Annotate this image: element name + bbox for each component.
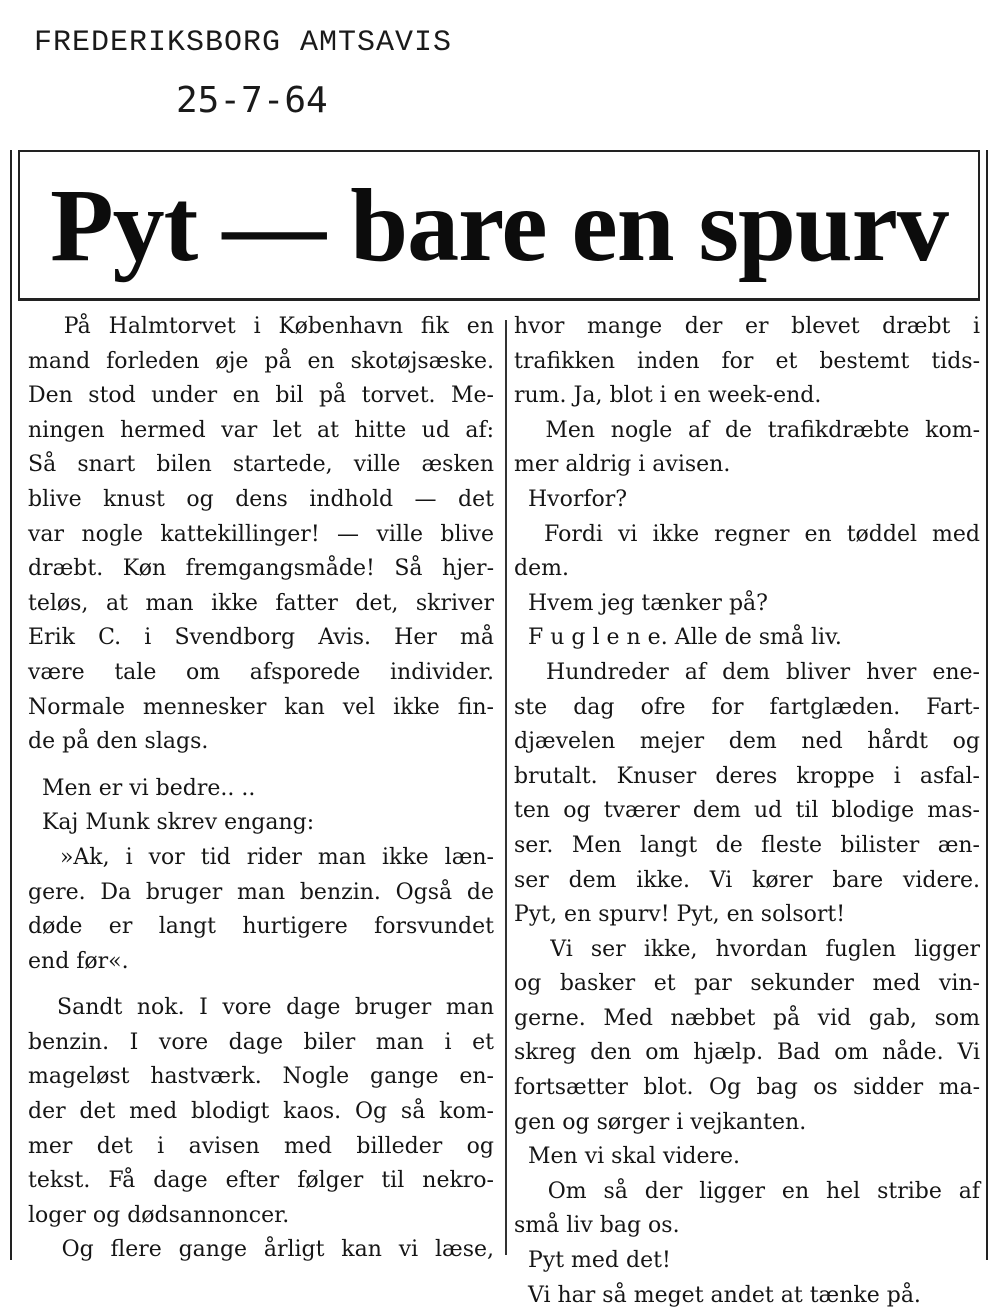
paragraph-gap (28, 760, 494, 772)
article-text-line: benzin. I vore dage biler man i et (28, 1029, 494, 1055)
article-text-line: loger og dødsannoncer. (28, 1202, 290, 1228)
article-column-right (514, 310, 980, 1313)
article-text-line: ningen hermed var let at hitte ud af: (28, 417, 494, 443)
article-text-line: ser. Men langt de fleste bilister æn- (514, 832, 980, 858)
article-text-line: ser dem ikke. Vi kører bare videre. (514, 867, 980, 893)
newspaper-name: FREDERIKSBORG AMTSAVIS (34, 26, 453, 60)
article-text-line: Hundreder af dem bliver hver ene- (514, 659, 980, 685)
article-text-line: mer det i avisen med billeder og (28, 1133, 494, 1159)
article-column-left (28, 310, 494, 1268)
article-text-line: der det med blodigt kaos. Og så kom- (28, 1099, 494, 1125)
article-text-line: teløs, at man ikke fatter det, skriver (28, 590, 494, 616)
article-text-line: Sandt nok. I vore dage bruger man (28, 995, 494, 1021)
paragraph-gap (28, 979, 494, 991)
headline-box (18, 150, 980, 301)
article-text-line: mer aldrig i avisen. (514, 452, 731, 478)
article-text-line: ten og tværer dem ud til blodige mas- (514, 798, 980, 824)
article-text-line: Fordi vi ikke regner en tøddel med (514, 521, 980, 547)
article-text-line: hvor mange der er blevet dræbt i (514, 314, 980, 339)
article-text-line: Hvem jeg tænker på? (514, 590, 768, 616)
article-text-line: Kaj Munk skrev engang: (28, 810, 315, 836)
article-text-line: små liv bag os. (514, 1213, 680, 1239)
article-text-line: Men vi skal videre. (514, 1144, 741, 1170)
right-border-rule (986, 150, 988, 1260)
article-text-line: dræbt. Køn fremgangsmåde! Så hjer- (28, 556, 494, 582)
article-text-line: rum. Ja, blot i en week-end. (514, 383, 822, 409)
article-text-line: Om så der ligger en hel stribe af (514, 1178, 980, 1204)
article-text-line: end før«. (28, 948, 129, 974)
article-text-line: brutalt. Knuser deres kroppe i asfal- (514, 763, 980, 789)
article-text-line: Normale mennesker kan vel ikke fin- (28, 694, 494, 720)
article-text-line: mageløst hastværk. Nogle gange en- (28, 1064, 494, 1090)
article-text-line: blive knust og dens indhold — det (28, 486, 494, 512)
article-text-line: ste dag ofre for fartglæden. Fart- (514, 694, 980, 720)
article-text-line: Pyt med det! (514, 1248, 671, 1274)
left-border-rule (10, 150, 12, 1260)
article-text-line: og basker et par sekunder med vin- (514, 971, 980, 997)
article-text-line: fortsætter blot. Og bag os sidder ma- (514, 1075, 980, 1101)
article-text-line: skreg den om hjælp. Bad om nåde. Vi (514, 1040, 980, 1066)
publication-date: 25-7-64 (176, 80, 328, 121)
article-text-line: være tale om afsporede individer. (28, 659, 494, 685)
headline: Pyt — bare en spurv (50, 168, 948, 283)
article-text-line: mand forleden øje på en skotøjsæske. (28, 348, 494, 374)
article-text-line: »Ak, i vor tid rider man ikke læn- (28, 844, 494, 870)
article-text-line: Så snart bilen startede, ville æsken (28, 452, 494, 478)
article-text-line: Og flere gange årligt kan vi læse, (28, 1237, 494, 1263)
article-text-line: Men nogle af de trafikdræbte kom- (514, 417, 980, 443)
article-text-line: døde er langt hurtigere forsvundet (28, 914, 494, 940)
article-text-line: Hvorfor? (514, 486, 628, 512)
article-text-line: dem. (514, 556, 569, 582)
article-text-line: trafikken inden for et bestemt tids- (514, 348, 980, 374)
article-text-line: F u g l e n e. Alle de små liv. (514, 625, 842, 651)
article-text-line: djævelen mejer dem ned hårdt og (514, 729, 980, 755)
article-text-line: tekst. Få dage efter følger til nekro- (28, 1168, 494, 1194)
article-text-line: gerne. Med næbbet på vid gab, som (514, 1005, 980, 1031)
article-text-line: Erik C. i Svendborg Avis. Her må (28, 625, 494, 651)
article-text-line: var nogle kattekillinger! — ville blive (28, 521, 494, 547)
article-text-line: Men er vi bedre.. .. (28, 775, 256, 801)
article-text-line: de på den slags. (28, 729, 209, 755)
article-text-line: Vi har så meget andet at tænke på. (514, 1282, 921, 1308)
article-text-line: Pyt, en spurv! Pyt, en solsort! (514, 902, 846, 928)
article-text-line: Vi ser ikke, hvordan fuglen ligger (514, 936, 980, 962)
article-text-line: På Halmtorvet i København fik en (28, 314, 494, 339)
article-text-line: Den stod under en bil på torvet. Me- (28, 383, 494, 409)
article-text-line: gere. Da bruger man benzin. Også de (28, 879, 494, 905)
column-divider (505, 320, 507, 1255)
article-text-line: gen og sørger i vejkanten. (514, 1109, 807, 1135)
